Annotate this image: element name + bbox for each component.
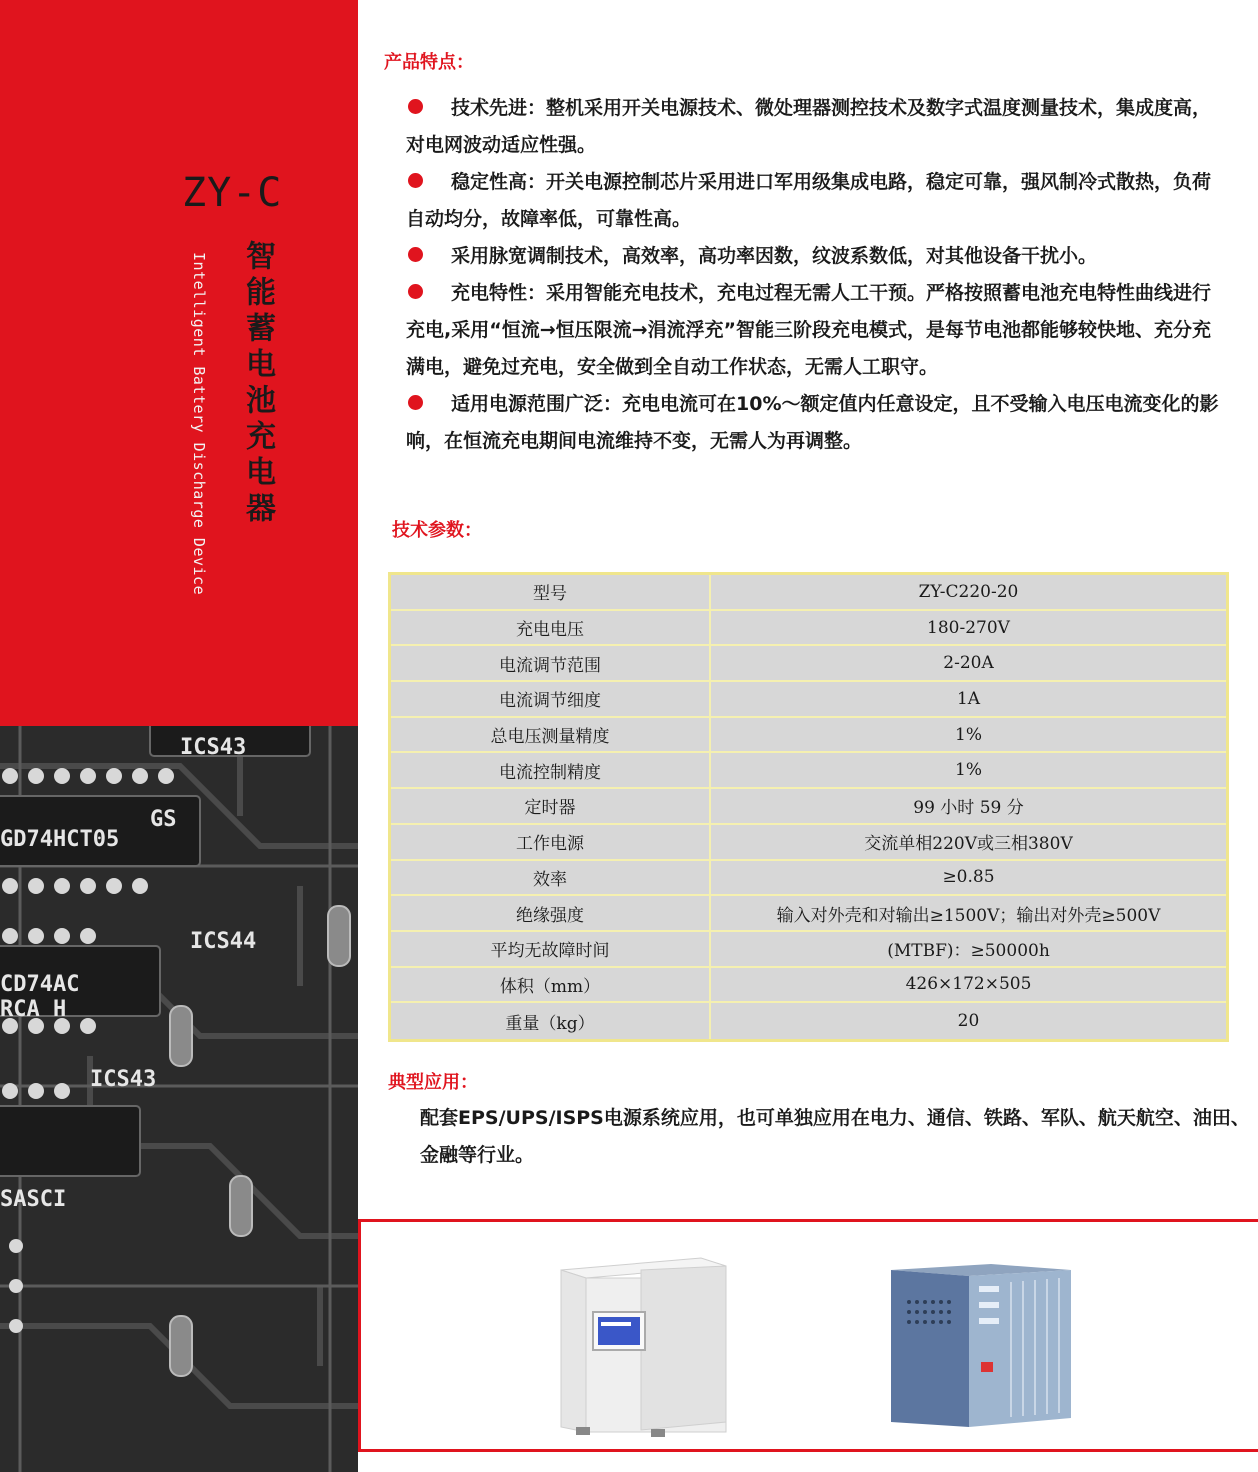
spec-value: ≥0.85 xyxy=(711,861,1226,897)
spec-value: 交流单相220V或三相380V xyxy=(711,825,1226,861)
table-row xyxy=(391,825,1226,861)
applications-heading: 典型应用： xyxy=(388,1072,478,1093)
features-heading: 产品特点： xyxy=(384,52,474,73)
spec-key: 电流调节范围 xyxy=(391,646,711,682)
spec-value: 1% xyxy=(711,753,1226,789)
feature-item: 充电特性：采用智能充电技术，充电过程无需人工干预。严格按照蓄电池充电特性曲线进行充电,采用“恒流→恒压限流→涓流浮充”智能三阶段充电模式，是每节电池都能够较快地、充分充满电，避免过充电，安全做到全自动工作状态，无需人工职守。 xyxy=(406,282,1212,378)
table-row xyxy=(391,682,1226,718)
spec-key: 平均无故障时间 xyxy=(391,932,711,968)
table-row xyxy=(391,932,1226,968)
spec-key: 效率 xyxy=(391,861,711,897)
spec-value: 2-20A xyxy=(711,646,1226,682)
feature-item: 适用电源范围广泛：充电电流可在10%～额定值内任意设定，且不受输入电压电流变化的影响，在恒流充电期间电流维持不变，无需人为再调整。 xyxy=(406,393,1219,452)
table-row xyxy=(391,718,1226,754)
chip-label: ICS44 xyxy=(190,929,257,954)
features-list xyxy=(406,90,1226,460)
spec-value: ZY-C220-20 xyxy=(711,575,1226,611)
chip-label: ICS43 xyxy=(180,735,247,760)
spec-key: 电流调节细度 xyxy=(391,682,711,718)
product-photo-blue-unit xyxy=(891,1264,1071,1427)
spec-key: 总电压测量精度 xyxy=(391,718,711,754)
spec-key: 工作电源 xyxy=(391,825,711,861)
spec-key: 定时器 xyxy=(391,789,711,825)
spec-value: 426×172×505 xyxy=(711,968,1226,1004)
spec-key: 绝缘强度 xyxy=(391,896,711,932)
spec-table xyxy=(388,572,1229,1042)
feature-item: 技术先进：整机采用开关电源技术、微处理器测控技术及数字式温度测量技术，集成度高，对电网波动适应性强。 xyxy=(406,97,1212,156)
product-title-en: Intelligent Battery Discharge Device xyxy=(190,252,208,596)
circuit-board-image xyxy=(0,726,358,1472)
table-row xyxy=(391,646,1226,682)
table-row xyxy=(391,753,1226,789)
table-row xyxy=(391,861,1226,897)
spec-value: 1A xyxy=(711,682,1226,718)
sidebar-red-panel xyxy=(0,0,358,726)
chip-label: GS xyxy=(150,807,177,832)
spec-key: 体积（mm） xyxy=(391,968,711,1004)
bullet-icon xyxy=(408,99,423,114)
spec-key: 型号 xyxy=(391,575,711,611)
spec-key: 电流控制精度 xyxy=(391,753,711,789)
applications-text: 配套EPS/UPS/ISPS电源系统应用，也可单独应用在电力、通信、铁路、军队、航天航空、油田、金融等行业。 xyxy=(420,1107,1250,1166)
product-photos xyxy=(358,1219,1258,1452)
chip-label: CD74AC xyxy=(0,972,80,997)
table-row xyxy=(391,896,1226,932)
model-code: ZY-C xyxy=(182,170,283,216)
feature-item: 采用脉宽调制技术，高效率，高功率因数，纹波系数低，对其他设备干扰小。 xyxy=(406,238,1226,275)
product-photo-white-unit xyxy=(561,1258,726,1437)
chip-label: ICS43 xyxy=(90,1067,157,1092)
spec-key: 重量（kg） xyxy=(391,1003,711,1039)
specs-heading: 技术参数： xyxy=(392,520,482,541)
bullet-icon xyxy=(408,173,423,188)
spec-value: 180-270V xyxy=(711,611,1226,647)
spec-value: 99 小时 59 分 xyxy=(711,789,1226,825)
chip-label: SASCI xyxy=(0,1187,67,1212)
spec-value: 20 xyxy=(957,1011,980,1032)
table-row xyxy=(391,789,1226,825)
spec-value: 1% xyxy=(711,718,1226,754)
feature-item: 稳定性高：开关电源控制芯片采用进口军用级集成电路，稳定可靠，强风制冷式散热，负荷自动均分，故障率低，可靠性高。 xyxy=(406,171,1212,230)
table-row xyxy=(391,1003,1226,1039)
bullet-icon xyxy=(408,395,423,410)
table-row xyxy=(391,611,1226,647)
chip-label: RCA H xyxy=(0,997,67,1022)
spec-key: 充电电压 xyxy=(391,611,711,647)
product-title-cn: 智能蓄电池充电器 xyxy=(240,240,275,528)
bullet-icon xyxy=(408,284,423,299)
chip-label: GD74HCT05 xyxy=(0,827,120,852)
table-row xyxy=(391,968,1226,1004)
spec-value: 输入对外壳和对输出≥1500V；输出对外壳≥500V xyxy=(711,896,1226,932)
spec-value: (MTBF)：≥50000h xyxy=(711,932,1226,968)
bullet-icon xyxy=(408,247,423,262)
table-row xyxy=(391,575,1226,611)
